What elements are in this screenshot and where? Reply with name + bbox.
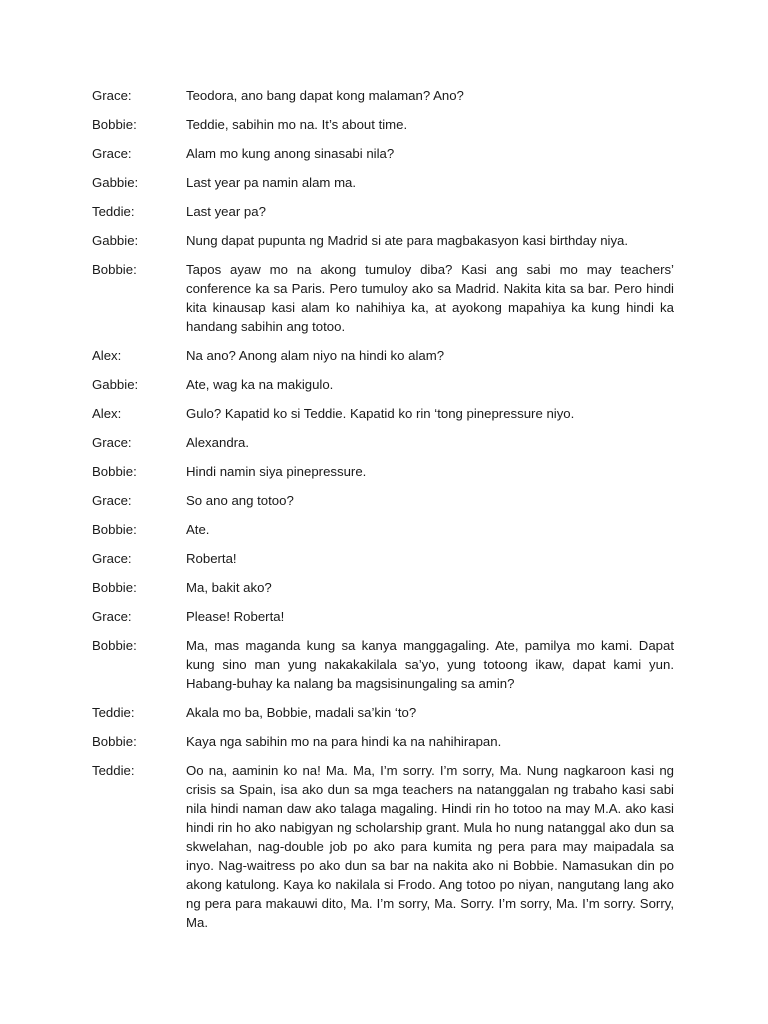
dialogue-text: Oo na, aaminin ko na! Ma. Ma, I’m sorry. I’m sorry, Ma. Nung nagkaroon kasi ng crisis sa Spain, isa ako dun sa mga teachers na natanggalan ng trabaho kasi sabi nila hindi naman daw ako talaga magaling. Hindi rin ho totoo na may M.A. ako kasi hindi rin ho ako nabigyan ng scholarship grant. Mula ho nung natanggal ako dun sa skwelahan, nag-double job po ako para kumita ng pera para may maipadala sa inyo. Nag-waitress po ako dun sa bar na nakita ako ni Bobbie. Namasukan din po akong katulong. Kaya ko nakilala si Frodo. Ang totoo po niyan, nangutang lang ako ng pera para makauwi dito, Ma. I’m sorry, Ma. Sorry. I’m sorry, Ma. I’m sorry. Sorry, Ma. <box>186 763 674 930</box>
dialogue-line <box>92 231 674 250</box>
dialogue-text: Kaya nga sabihin mo na para hindi ka na nahihirapan. <box>186 734 502 749</box>
dialogue-text: Teodora, ano bang dapat kong malaman? Ano? <box>186 88 464 103</box>
dialogue-text: Ma, bakit ako? <box>186 580 272 595</box>
dialogue-text: Roberta! <box>186 551 237 566</box>
dialogue-line <box>92 520 674 539</box>
dialogue-text: Tapos ayaw mo na akong tumuloy diba? Kasi ang sabi mo may teachers’ conference ka sa Paris. Pero tumuloy ako sa Madrid. Nakita kita sa bar. Pero hindi kita kinausap kasi alam ko nahihiya ka, at ayokong mapahiya ka kung hindi ka handang sabihin ang totoo. <box>186 262 674 334</box>
speaker-name: Bobbie: <box>92 580 137 595</box>
script-page <box>92 86 674 942</box>
dialogue-line <box>92 173 674 192</box>
speaker-name: Alex: <box>92 348 122 363</box>
dialogue-line <box>92 375 674 394</box>
speaker-name: Gabbie: <box>92 175 139 190</box>
dialogue-text: Ate. <box>186 522 210 537</box>
dialogue-line <box>92 732 674 751</box>
dialogue-line <box>92 578 674 597</box>
dialogue-text: Last year pa namin alam ma. <box>186 175 357 190</box>
dialogue-line <box>92 549 674 568</box>
dialogue-text: So ano ang totoo? <box>186 493 294 508</box>
dialogue-text: Teddie, sabihin mo na. It’s about time. <box>186 117 408 132</box>
speaker-name: Bobbie: <box>92 638 137 653</box>
dialogue-line <box>92 433 674 452</box>
dialogue-text: Akala mo ba, Bobbie, madali sa’kin ‘to? <box>186 705 417 720</box>
dialogue-line <box>92 636 674 693</box>
dialogue-line <box>92 144 674 163</box>
dialogue-line <box>92 202 674 221</box>
speaker-name: Grace: <box>92 88 132 103</box>
speaker-name: Grace: <box>92 493 132 508</box>
dialogue-text: Alexandra. <box>186 435 250 450</box>
dialogue-text: Please! Roberta! <box>186 609 285 624</box>
speaker-name: Gabbie: <box>92 233 139 248</box>
speaker-name: Teddie: <box>92 705 135 720</box>
dialogue-line <box>92 491 674 510</box>
dialogue-line <box>92 761 674 932</box>
dialogue-text: Ma, mas maganda kung sa kanya manggagaling. Ate, pamilya mo kami. Dapat kung sino man yung nakakakilala sa’yo, yung totoong ikaw, dapat kami yun. Habang-buhay ka nalang ba magsisinungaling sa amin? <box>186 638 674 691</box>
dialogue-line <box>92 86 674 105</box>
dialogue-line <box>92 346 674 365</box>
speaker-name: Bobbie: <box>92 734 137 749</box>
dialogue-text: Last year pa? <box>186 204 266 219</box>
dialogue-line <box>92 115 674 134</box>
speaker-name: Grace: <box>92 551 132 566</box>
speaker-name: Teddie: <box>92 204 135 219</box>
speaker-name: Bobbie: <box>92 464 137 479</box>
speaker-name: Bobbie: <box>92 522 137 537</box>
speaker-name: Alex: <box>92 406 122 421</box>
speaker-name: Grace: <box>92 146 132 161</box>
speaker-name: Bobbie: <box>92 117 137 132</box>
dialogue-line <box>92 260 674 336</box>
dialogue-text: Alam mo kung anong sinasabi nila? <box>186 146 395 161</box>
speaker-name: Grace: <box>92 435 132 450</box>
dialogue-text: Nung dapat pupunta ng Madrid si ate para magbakasyon kasi birthday niya. <box>186 233 629 248</box>
dialogue-text: Hindi namin siya pinepressure. <box>186 464 367 479</box>
speaker-name: Bobbie: <box>92 262 137 277</box>
dialogue-text: Gulo? Kapatid ko si Teddie. Kapatid ko rin ‘tong pinepressure niyo. <box>186 406 575 421</box>
speaker-name: Gabbie: <box>92 377 139 392</box>
dialogue-line <box>92 404 674 423</box>
dialogue-line <box>92 703 674 722</box>
dialogue-line <box>92 607 674 626</box>
speaker-name: Grace: <box>92 609 132 624</box>
dialogue-line <box>92 462 674 481</box>
speaker-name: Teddie: <box>92 763 135 778</box>
dialogue-text: Na ano? Anong alam niyo na hindi ko alam? <box>186 348 445 363</box>
dialogue-text: Ate, wag ka na makigulo. <box>186 377 334 392</box>
